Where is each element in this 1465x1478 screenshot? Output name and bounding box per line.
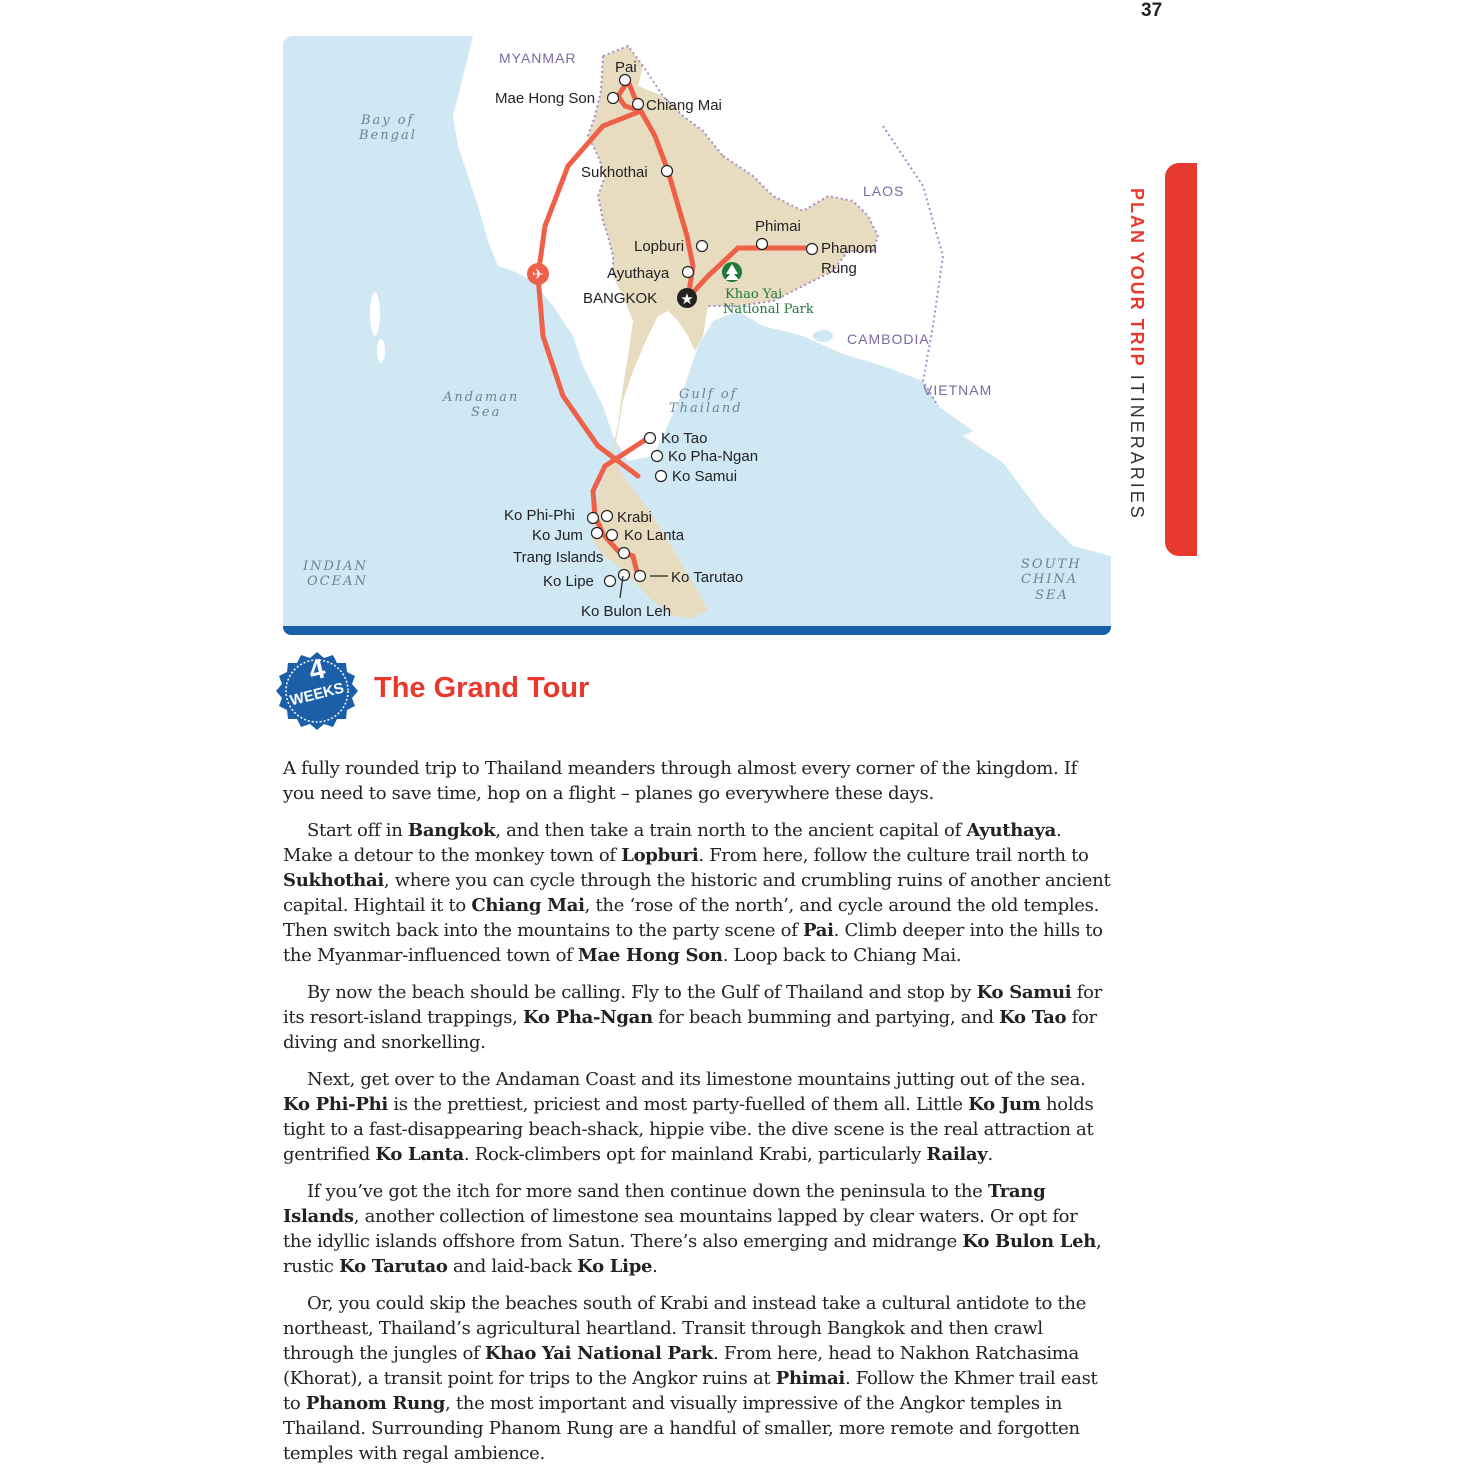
place-name: Railay	[926, 1144, 988, 1165]
town-label: Phanom	[821, 240, 877, 257]
place-name: Ko Tao	[999, 1007, 1067, 1028]
body-paragraph	[283, 818, 1111, 968]
itinerary-map	[283, 36, 1111, 634]
paragraph-text: , and then take a train north to the ancient capital of	[495, 820, 967, 841]
park-label: National Park	[723, 302, 814, 317]
map-svg	[283, 36, 1111, 634]
paragraph-text: , the ‘rose of the north’, and cycle around the old temples. Then switch back into the mountains to the party scene of	[283, 895, 1100, 941]
section-label	[1126, 188, 1158, 528]
itinerary-title: The Grand Tour	[374, 672, 590, 704]
paragraph-text: .	[987, 1144, 993, 1165]
paragraph-text: . Rock-climbers opt for mainland Krabi, particularly	[463, 1144, 927, 1165]
star-icon	[677, 288, 697, 308]
town-label: Ko Tao	[661, 430, 708, 447]
town-label: Ko Jum	[532, 527, 583, 544]
body-paragraph	[283, 756, 1111, 806]
place-name: Chiang Mai	[471, 895, 585, 916]
place-name: Phanom Rung	[305, 1393, 446, 1414]
body-paragraph	[283, 1179, 1111, 1279]
town-label: Ko Samui	[672, 468, 738, 485]
body-paragraph	[283, 980, 1111, 1055]
duration-badge	[274, 650, 360, 730]
sea-label: Bay of	[361, 113, 415, 128]
place-name: Bangkok	[407, 820, 496, 841]
sea-label: OCEAN	[307, 574, 368, 589]
place-name: Ko Jum	[968, 1094, 1041, 1115]
body-paragraph	[283, 1067, 1111, 1167]
town-label: Lopburi	[634, 238, 685, 255]
paragraph-text: . Follow the Khmer trail east to	[283, 1368, 1098, 1414]
place-name: Lopburi	[621, 845, 699, 866]
town-label: Ko Phi-Phi	[504, 507, 575, 524]
paragraph-text: Start off in	[307, 820, 408, 841]
svg-text:✈: ✈	[532, 267, 544, 283]
place-name: Ko Pha-Ngan	[523, 1007, 653, 1028]
paragraph-text: . Make a detour to the monkey town of	[283, 820, 1062, 866]
airplane-icon	[527, 263, 549, 285]
paragraph-text: Or, you could skip the beaches south of Krabi and instead take a cultural antidote to the northeast, Thailand’s agricultural heartland. Transit through Bangkok and then crawl through the jungles of	[283, 1293, 1087, 1364]
place-name: Trang Islands	[283, 1181, 1046, 1227]
town-label: Ayuthaya	[607, 265, 670, 282]
paragraph-text: . From here, head to Nakhon Ratchasima (Khorat), a transit point for trips to the Angkor ruins at	[283, 1343, 1079, 1389]
paragraph-text: Next, get over to the Andaman Coast and its limestone mountains jutting out of the sea.	[307, 1069, 1086, 1090]
town-label: Chiang Mai	[646, 97, 722, 114]
country-label: CAMBODIA	[847, 331, 930, 347]
paragraph-text: , rustic	[283, 1231, 1102, 1277]
sea-label: Thailand	[669, 401, 743, 416]
paragraph-text: . Climb deeper into the hills to the Myanmar-influenced town of	[283, 920, 1103, 966]
sea-label: INDIAN	[303, 559, 368, 574]
body-paragraph	[283, 1291, 1111, 1466]
town-label: Phimai	[755, 218, 801, 235]
country-label: VIETNAM	[923, 382, 993, 398]
paragraph-text: and laid-back	[447, 1256, 578, 1277]
place-name: Ko Samui	[976, 982, 1072, 1003]
town-label: Ko Bulon Leh	[581, 603, 672, 620]
itinerary-body	[283, 756, 1111, 1478]
paragraph-text: is the prettiest, priciest and most party-fuelled of them all. Little	[387, 1094, 969, 1115]
sea-label: Andaman	[443, 390, 520, 405]
paragraph-text: holds tight to a fast-disappearing beach-shack, hippie vibe. the dive scene is the real attraction at gentrified	[283, 1094, 1094, 1165]
country-label: LAOS	[863, 183, 905, 199]
capital-label: BANGKOK	[583, 290, 658, 307]
place-name: Ayuthaya	[966, 820, 1056, 841]
subsection-title: ITINERARIES	[1127, 374, 1147, 521]
sea-label: SEA	[1035, 588, 1069, 603]
place-name: Phimai	[775, 1368, 845, 1389]
town-label: Ko Tarutao	[671, 569, 744, 586]
map-footer-bar	[283, 626, 1111, 635]
paragraph-text: , another collection of limestone sea mountains lapped by clear waters. Or opt for the idyllic islands offshore from Satun. There’s also emerging and midrange	[283, 1206, 1078, 1252]
town-label: Ko Pha-Ngan	[668, 448, 759, 465]
town-label: Trang Islands	[513, 549, 604, 566]
paragraph-text: for beach bumming and partying, and	[652, 1007, 1000, 1028]
town-label: Pai	[615, 59, 637, 76]
paragraph-text: If you’ve got the itch for more sand then continue down the peninsula to the	[307, 1181, 988, 1202]
town-label: Ko Lanta	[624, 527, 685, 544]
sea-label: Sea	[471, 405, 502, 420]
place-name: Ko Lipe	[577, 1256, 653, 1277]
park-label: Khao Yai	[725, 287, 783, 302]
town-label: Rung	[821, 260, 857, 277]
paragraph-text: , the most important and visually impressive of the Angkor temples in Thailand. Surrounding Phanom Rung are a handful of smaller, more remote and forgotten temples with regal ambience.	[283, 1393, 1080, 1464]
sea-label: SOUTH	[1021, 557, 1082, 572]
place-name: Mae Hong Son	[577, 945, 723, 966]
section-title: PLAN YOUR TRIP	[1127, 188, 1147, 368]
place-name: Pai	[803, 920, 834, 941]
sea-label: CHINA	[1021, 572, 1079, 587]
place-name: Sukhothai	[283, 870, 384, 891]
paragraph-text: . Loop back to Chiang Mai.	[722, 945, 962, 966]
town-label: Sukhothai	[581, 164, 648, 181]
sea-label: Bengal	[359, 128, 417, 143]
paragraph-text: A fully rounded trip to Thailand meanders through almost every corner of the kingdom. If you need to save time, hop on a flight – planes go everywhere these days.	[283, 758, 1078, 804]
place-name: Ko Phi-Phi	[283, 1094, 388, 1115]
badge-number: 4	[305, 652, 329, 687]
badge-unit: WEEKS	[288, 679, 346, 710]
paragraph-text: .	[652, 1256, 658, 1277]
place-name: Khao Yai National Park	[484, 1343, 713, 1364]
paragraph-text: , where you can cycle through the historic and crumbling ruins of another ancient capital. Hightail it to	[283, 870, 1111, 916]
place-name: Ko Tarutao	[339, 1256, 448, 1277]
place-name: Ko Bulon Leh	[962, 1231, 1097, 1252]
svg-text:★: ★	[680, 290, 694, 308]
paragraph-text: for diving and snorkelling.	[283, 1007, 1097, 1053]
town-label: Krabi	[617, 509, 653, 526]
sea-label: Gulf of	[679, 387, 738, 402]
town-label: Mae Hong Son	[495, 90, 596, 107]
paragraph-text: for its resort-island trappings,	[283, 982, 1102, 1028]
country-label: MYANMAR	[499, 50, 577, 66]
town-label: Ko Lipe	[543, 573, 594, 590]
tree-icon	[722, 262, 742, 282]
page-number: 37	[1141, 0, 1163, 21]
paragraph-text: . From here, follow the culture trail north to	[698, 845, 1089, 866]
section-tab	[1165, 163, 1197, 556]
place-name: Ko Lanta	[375, 1144, 464, 1165]
paragraph-text: By now the beach should be calling. Fly to the Gulf of Thailand and stop by	[307, 982, 977, 1003]
